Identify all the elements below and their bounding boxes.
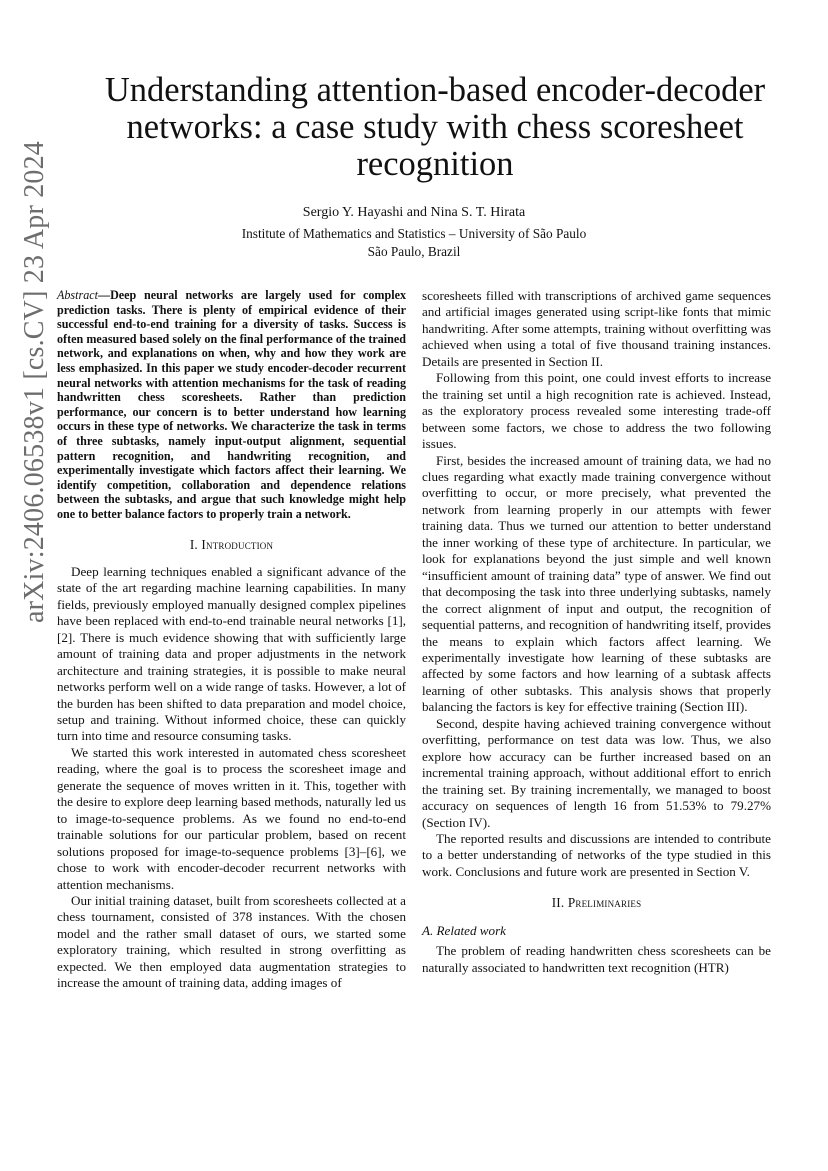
intro-paragraph-6: Second, despite having achieved training convergence without overfitting, performance on test data was low. Thus, we also explore how accuracy can be further increased based on an incremental training approach, without additional effort to enrich the training set. By training incrementally, we managed to boost accuracy on sequences of length 16 from 51.53% to 79.27% (Section IV).: [422, 715, 771, 830]
intro-paragraph-7: The reported results and discussions are intended to contribute to a better understanding of networks of the type studied in this work. Conclusions and future work are presented in Section V.: [422, 830, 771, 879]
arxiv-identifier-stamp: [15, 140, 55, 624]
affiliation-institute: Institute of Mathematics and Statistics – University of São Paulo: [241, 226, 587, 241]
subsection-heading-related-work: A. Related work: [422, 922, 506, 938]
arxiv-identifier-text: arXiv:2406.06538v1 [cs.CV] 23 Apr 2024: [19, 140, 51, 624]
abstract-body: —Deep neural networks are largely used for complex prediction tasks. There is plenty of empirical evidence of their successful end-to-end training for a diversity of tasks. Success is often measured based solely on the final performance of the trained network, and explanations on when, why and how they work are less emphasized. In this paper we study encoder-decoder recurrent neural networks with attention mechanisms for the task of reading handwritten chess scoresheets. Rather than prediction performance, our concern is to better understand how learning occurs in these type of networks. We characterize the task in terms of three subtasks, namely input-output alignment, sequential pattern recognition, and handwriting recognition, and experimentally investigate which factors affect their learning. We identify competition, collaboration and dependence relations between the subtasks, and argue that such knowledge might help one to better balance factors to properly train a network.: [57, 288, 406, 521]
intro-paragraph-5: First, besides the increased amount of training data, we had no clues regarding what exactly made training convergence without overfitting to occur, or more precisely, what prevented the network from learning properly in our attempts with fewer training data. Thus we turned our attention to better understand the inner working of these type of architecture. In particular, we look for explanations beyond the just simple and well known “insufficient amount of training data” type of answer. We find out that decomposing the task into three underlying subtasks, namely the correct alignment of input and output, the recognition of sequential patterns, and recognition of handwriting itself, provides the means to explain which factors affect learning. We experimentally investigate how learning of these subtasks are affected by some factors and how learning of a subtask affects learning of other subtasks. This analysis shows that properly balancing the factors is key for effective training (Section III).: [422, 452, 771, 715]
left-column: [57, 288, 406, 992]
affiliation-location: São Paulo, Brazil: [367, 244, 461, 259]
abstract-label: Abstract: [57, 288, 98, 302]
intro-paragraph-3-continued: scoresheets filled with transcriptions of archived game sequences and artificial images generated using script-like fonts that mimic handwriting. After some attempts, training without overfitting was achieved when using a total of five thousand training instances. Details are presented in Section II.: [422, 288, 771, 369]
abstract: [57, 288, 406, 522]
intro-paragraph-1: Deep learning techniques enabled a significant advance of the state of the art regarding machine learning capabilities. In many fields, previously employed manually designed complex pipelines have been replaced with end-to-end trainable neural networks [1], [2]. There is much evidence showing that with sufficiently large amount of training data and proper adjustments in the network architecture and training strategies, it is possible to make neural networks perform well on a wide range of tasks. However, a lot of the burden has been shifted to data preparation and model choice, setup and training. Without informed choice, these can quickly turn into time and resource consuming tasks.: [57, 563, 406, 744]
paper-title: Understanding attention-based encoder-decoder networks: a case study with chess scoresheet recognition: [104, 71, 766, 183]
section-heading-preliminaries: II. Preliminaries: [551, 895, 642, 911]
related-work-paragraph-1: The problem of reading handwritten chess scoresheets can be naturally associated to handwritten text recognition (HTR): [422, 943, 771, 975]
section-heading-introduction: I. Introduction: [189, 536, 274, 552]
intro-paragraph-3: Our initial training dataset, built from scoresheets collected at a chess tournament, consisted of 378 instances. With the chosen model and the rather small dataset of ours, we started some exploratory training, which resulted in strong overfitting as expected. We then employed data augmentation strategies to increase the amount of training data, adding images of: [57, 893, 406, 991]
author-names: Sergio Y. Hayashi and Nina S. T. Hirata: [302, 205, 526, 220]
right-column: [422, 288, 771, 976]
intro-paragraph-2: We started this work interested in automated chess scoresheet reading, where the goal is to process the scoresheet image and generate the sequence of moves written in it. This, together with the desire to explore deep learning based methods, naturally led us to image-to-sequence problems. As we found no end-to-end trainable solutions for our particular problem, based on recent solutions proposed for image-to-sequence problems [3]–[6], we chose to work with encoder-decoder recurrent networks with attention mechanisms.: [57, 744, 406, 892]
intro-paragraph-4: Following from this point, one could invest efforts to increase the training set until a high recognition rate is achieved. Instead, as the exploratory process revealed some interesting trade-off between some factors, we chose to address the two following issues.: [422, 370, 771, 452]
